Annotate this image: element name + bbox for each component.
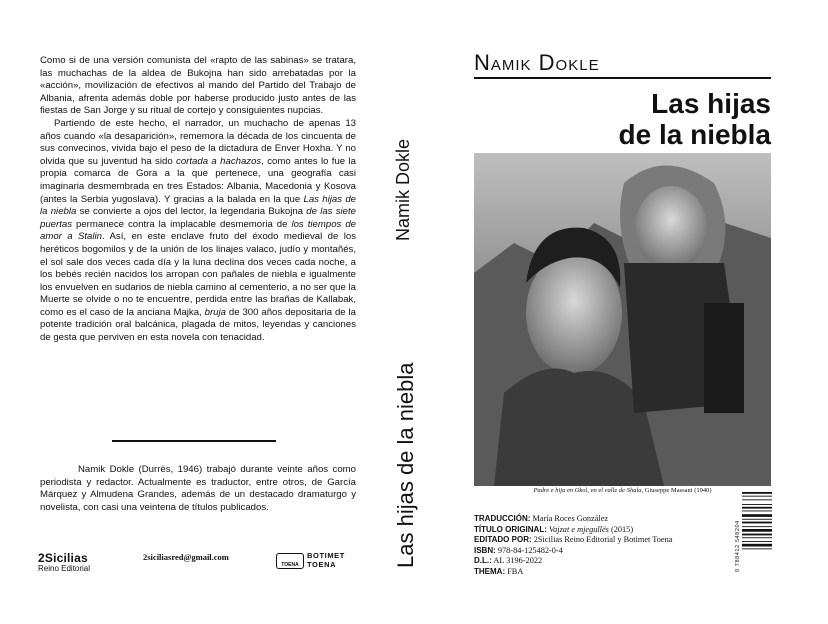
- credit-translation: TRADUCCIÓN: María Roces González: [474, 514, 609, 523]
- front-author: Namik Dokle: [474, 50, 600, 75]
- cover-photograph: [474, 153, 771, 486]
- credit-publisher: EDITADO POR: 2Sicilias Reino Editorial y Botimet Toena: [474, 535, 673, 544]
- spine: [393, 40, 433, 568]
- blurb-paragraph-1: Como si de una versión comunista del «rapto de las sabinas» se tratara, las muchachas de la aldea de Bukojna han sido arrebatadas por la «acción», movilización de efectivos al mando del Partido del Trabajo de Albania, afrenta además doble por haberse producido justo antes de las fiestas de San Jorge y su ritual de cortejo y consiguientes nupcias.: [40, 55, 356, 117]
- partner-logo-line2: TOENA: [307, 559, 337, 569]
- author-bio: Namik Dokle (Durrës, 1946) trabajó durante veinte años como periodista y redactor. Actualmente es traductor, entre otros, de García Márquez y Almudena Grandes, además de un destacado dramaturgo y novelista, con casi una veintena de títulos publicados.: [40, 464, 356, 513]
- barcode-icon: [742, 492, 772, 572]
- blurb-paragraph-2: Partiendo de este hecho, el narrador, un muchacho de apenas 13 años cuando «la desaparición», rememora la década de los cincuenta de sus convecinos, vivida bajo el peso de la dictadura de Enver Hoxha. Y no olvida que su juventud ha sido cortada a hachazos, como antes lo fue la propia comarca de Gora a la que pertenece, una geografía casi imaginaria desmembrada en tres Estados: Albania, Macedonia y Kosova (antes la Serbia yugoslava). Y gracias a la balada en la que Las hijas de la niebla se convierte a ojos del lector, la legendaria Bukojna de las siete puertas permanece contra la implacable desmemoria de los tiempos de amor a Stalin. Así, en este enclave fruto del éxodo medieval de los heréticos bogomilos y de la unión de los linajes valaco, judío y montañés, el sol sale dos veces cada día y la luna declina dos veces cada noche, a los bebés recién nacidos los arropan con pañales de niebla e igualmente los envuelven en sudarios de niebla camino al cementerio, a no ser que la Muerte se olvide o no te encuentre, perdida entre las brañas de Kallabak, como es el caso de la anciana Majka, bruja de 300 años depositaria de la potente tradición oral balcánica, plagada de mitos, leyendas y canciones de gesta que perviven en esta novela con tenacidad.: [40, 117, 357, 344]
- front-title: [619, 88, 772, 150]
- back-cover-blurb: [40, 55, 356, 345]
- photo-caption: Padre e hija en Okol, en el valle de Shala, Giuseppe Massani (1940): [533, 487, 712, 494]
- front-author-rule: [474, 77, 771, 79]
- credit-legal-deposit: D.L.: AL 3196-2022: [474, 556, 543, 565]
- separator-rule: [112, 440, 276, 442]
- publisher-logo-name: 2Sicilias: [38, 551, 88, 565]
- spine-author: Namik Dokle: [393, 138, 413, 242]
- credit-isbn: ISBN: 978-84-125482-0-4: [474, 545, 563, 555]
- barcode-digits: 9 788412 548204: [735, 520, 741, 572]
- partner-logo: [276, 552, 345, 569]
- spine-title: Las hijas de la niebla: [393, 362, 418, 568]
- credit-thema: THEMA: FBA: [474, 566, 524, 576]
- cover-photo-illustration: [474, 153, 771, 486]
- publisher-email[interactable]: 2siciliasred@gmail.com: [143, 552, 229, 562]
- credits-block: [474, 514, 672, 577]
- front-title-line1: Las hijas: [651, 88, 771, 119]
- credit-original-title: TÍTULO ORIGINAL: Vajzat e mjegullës (2015): [474, 524, 634, 534]
- partner-logo-line1: BOTIMET: [307, 551, 345, 560]
- front-title-line2: de la niebla: [618, 119, 771, 150]
- publisher-logo-subtitle: Reino Editorial: [38, 564, 91, 573]
- publisher-logo: [38, 551, 90, 573]
- toena-logo-icon: TOENA: [276, 553, 304, 569]
